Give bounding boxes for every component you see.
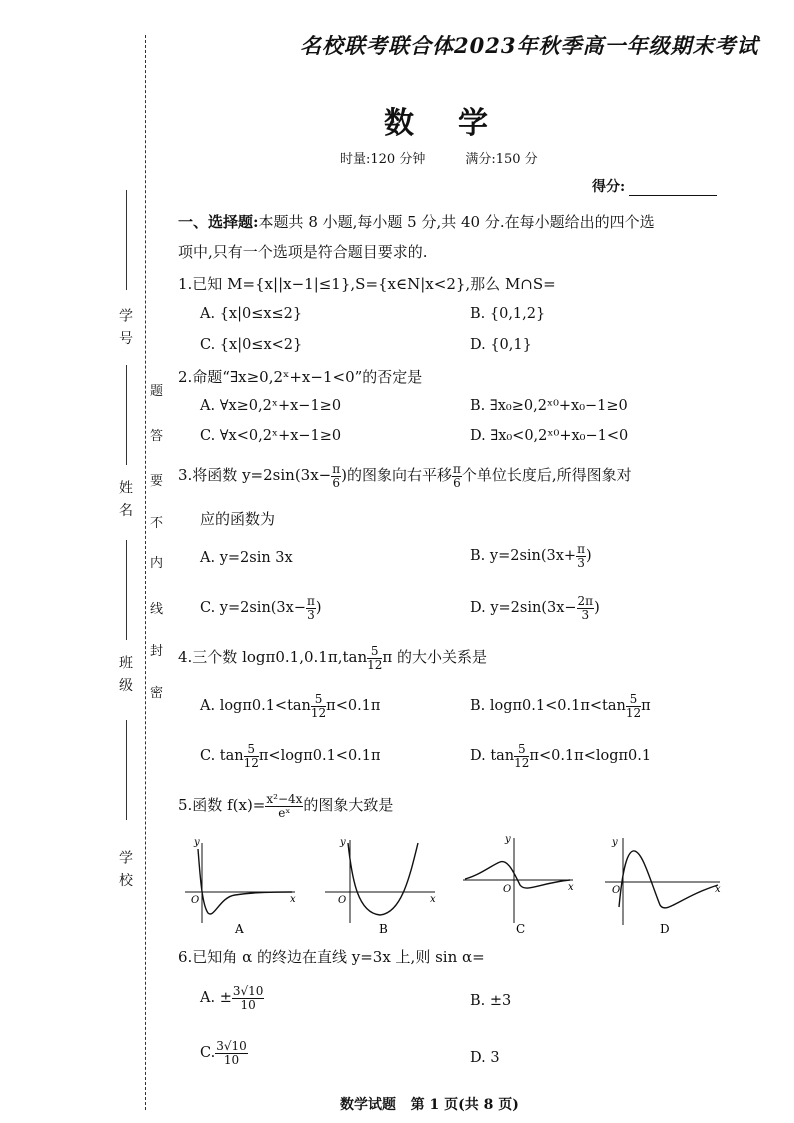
graph-d bbox=[605, 837, 721, 936]
x-label: x bbox=[715, 884, 721, 895]
score-field bbox=[592, 176, 717, 196]
curve bbox=[348, 843, 418, 915]
numerator: 3√10 bbox=[232, 984, 264, 998]
fraction bbox=[576, 543, 586, 569]
numerator: 2π bbox=[577, 594, 594, 608]
school-line bbox=[126, 720, 127, 820]
q4-stem-part: 4.三个数 logπ0.1,0.1π,tan bbox=[178, 648, 368, 667]
seal-char: 答 bbox=[150, 429, 164, 444]
graph-b bbox=[325, 837, 436, 936]
denominator: 3 bbox=[577, 555, 585, 570]
q2-option-d: D. ∃x₀<0,2ˣ⁰+x₀−1<0 bbox=[470, 428, 629, 444]
numerator: π bbox=[453, 462, 461, 476]
graph-label: C bbox=[516, 922, 526, 936]
q3-option-b bbox=[470, 543, 592, 569]
numerator: 3√10 bbox=[216, 1039, 247, 1053]
x-label: x bbox=[568, 882, 574, 893]
fraction bbox=[331, 463, 341, 489]
q1-option-c: C. {x|0≤x<2} bbox=[200, 337, 303, 353]
binding-line bbox=[145, 35, 146, 1110]
y-label: y bbox=[194, 837, 200, 848]
seal-char: 内 bbox=[150, 556, 164, 571]
denominator: 10 bbox=[223, 1052, 240, 1067]
q5-stem-part: 的图象大致是 bbox=[303, 796, 394, 815]
denominator: eˣ bbox=[278, 805, 291, 820]
q3-option-a: A. y=2sin 3x bbox=[200, 550, 293, 566]
origin-label: O bbox=[503, 884, 512, 895]
q6-option-a bbox=[200, 985, 264, 1011]
option-part: π<logπ0.1<0.1π bbox=[258, 748, 381, 765]
q3-option-d bbox=[470, 595, 600, 621]
graph-label: B bbox=[379, 922, 388, 936]
option-part: π bbox=[641, 698, 651, 715]
q6-option-d: D. 3 bbox=[470, 1050, 500, 1066]
q4-option-c bbox=[200, 743, 381, 769]
graph-c bbox=[463, 835, 574, 936]
option-part: B. logπ0.1<0.1π<tan bbox=[470, 698, 626, 715]
option-part: D. y=2sin(3x− bbox=[470, 600, 577, 617]
option-part: ) bbox=[594, 600, 600, 617]
y-label: y bbox=[612, 837, 618, 848]
denominator: 3 bbox=[307, 607, 315, 622]
fraction bbox=[215, 1040, 248, 1066]
name-label: 姓 名 bbox=[117, 480, 133, 519]
q1-stem: 1.已知 M={x||x−1|≤1},S={x∈N|x<2},那么 M∩S= bbox=[178, 275, 556, 293]
q1-option-d: D. {0,1} bbox=[470, 337, 532, 353]
option-part: π<0.1π<logπ0.1 bbox=[529, 748, 652, 765]
seal-char: 密 bbox=[150, 686, 164, 701]
q2-option-a: A. ∀x≥0,2ˣ+x−1≥0 bbox=[200, 398, 342, 414]
q6-option-b: B. ±3 bbox=[470, 993, 512, 1009]
numerator: 5 bbox=[626, 693, 641, 707]
q4-option-b bbox=[470, 693, 651, 719]
exam-title: 名校联考联合体2023年秋季高一年级期末考试 bbox=[300, 33, 759, 58]
seal-char: 题 bbox=[150, 384, 164, 399]
x-label: x bbox=[290, 894, 296, 905]
seal-char: 线 bbox=[150, 602, 164, 617]
option-part: ) bbox=[585, 548, 592, 565]
score-blank bbox=[629, 181, 717, 196]
x-label: x bbox=[430, 894, 436, 905]
curve bbox=[619, 851, 718, 908]
name-line bbox=[126, 365, 127, 465]
q3-stem bbox=[178, 463, 632, 489]
q4-stem-part: π 的大小关系是 bbox=[382, 648, 488, 667]
page-footer: 数学试题 第 1 页(共 8 页) bbox=[340, 1097, 519, 1113]
fraction bbox=[311, 693, 326, 719]
q4-stem bbox=[178, 645, 487, 671]
instructions-line-1: 本题共 8 小题,每小题 5 分,共 40 分.在每小题给出的四个选 bbox=[258, 213, 655, 231]
curve bbox=[198, 849, 292, 914]
q4-option-d bbox=[470, 743, 651, 769]
y-label: y bbox=[505, 835, 511, 845]
school-label: 学 校 bbox=[117, 850, 133, 889]
denominator: 12 bbox=[310, 705, 327, 720]
numerator: π bbox=[332, 462, 341, 476]
option-part: D. tan bbox=[470, 748, 515, 765]
fraction bbox=[244, 743, 259, 769]
graph-label: D bbox=[660, 922, 670, 936]
q3-stem-line2: 应的函数为 bbox=[200, 510, 276, 528]
option-part: B. y=2sin(3x+ bbox=[470, 548, 577, 565]
seal-char: 封 bbox=[150, 644, 164, 659]
q2-option-c: C. ∀x<0,2ˣ+x−1≥0 bbox=[200, 428, 342, 444]
numerator: x²−4x bbox=[266, 792, 303, 806]
class-line bbox=[126, 540, 127, 640]
origin-label: O bbox=[191, 895, 200, 906]
option-part: A. logπ0.1<tan bbox=[200, 698, 311, 715]
q5-stem bbox=[178, 793, 393, 819]
q2-stem: 2.命题“∃x≥0,2ˣ+x−1<0”的否定是 bbox=[178, 368, 423, 386]
denominator: 12 bbox=[367, 657, 383, 672]
numerator: 5 bbox=[311, 693, 326, 707]
numerator: 5 bbox=[367, 645, 382, 659]
denominator: 12 bbox=[243, 755, 259, 770]
fraction bbox=[232, 985, 265, 1011]
q3-stem-part: )的图象向右平移 bbox=[341, 466, 452, 485]
subject-title: 数学 bbox=[384, 106, 532, 141]
denominator: 6 bbox=[453, 475, 461, 490]
option-part: A. ± bbox=[200, 990, 232, 1007]
curve bbox=[465, 862, 570, 888]
score-label: 得分: bbox=[592, 179, 626, 195]
q3-stem-part: 3.将函数 y=2sin(3x− bbox=[178, 466, 332, 485]
q5-graphs bbox=[180, 835, 740, 940]
full-score-label: 满分:150 分 bbox=[465, 152, 538, 167]
option-part: ) bbox=[315, 600, 322, 617]
numerator: π bbox=[577, 542, 585, 556]
fraction bbox=[626, 693, 641, 719]
exam-meta bbox=[340, 148, 538, 167]
option-part: π<0.1π bbox=[326, 698, 381, 715]
q1-option-b: B. {0,1,2} bbox=[470, 306, 546, 322]
time-label: 时量:120 分钟 bbox=[340, 152, 426, 167]
numerator: 5 bbox=[244, 743, 259, 757]
denominator: 6 bbox=[332, 475, 341, 490]
graph-label: A bbox=[235, 922, 244, 936]
student-no-label: 学 号 bbox=[117, 308, 133, 347]
q2-option-b: B. ∃x₀≥0,2ˣ⁰+x₀−1≥0 bbox=[470, 398, 628, 414]
fraction bbox=[514, 743, 529, 769]
fraction bbox=[452, 463, 462, 489]
origin-label: O bbox=[338, 895, 347, 906]
option-part: C. y=2sin(3x− bbox=[200, 600, 306, 617]
section-heading: 一、选择题: bbox=[178, 213, 259, 231]
instructions-line-2: 项中,只有一个选项是符合题目要求的. bbox=[178, 243, 428, 261]
seal-char: 要 bbox=[150, 474, 164, 489]
numerator: π bbox=[307, 594, 315, 608]
q5-stem-part: 5.函数 f(x)= bbox=[178, 796, 266, 815]
fraction bbox=[306, 595, 316, 621]
option-part: C. tan bbox=[200, 748, 244, 765]
fraction bbox=[367, 645, 382, 671]
seal-char: 不 bbox=[150, 516, 164, 531]
q3-stem-part: 个单位长度后,所得图象对 bbox=[461, 466, 632, 485]
denominator: 3 bbox=[581, 607, 590, 622]
q6-stem: 6.已知角 α 的终边在直线 y=3x 上,则 sin α= bbox=[178, 948, 485, 966]
graph-a bbox=[185, 837, 296, 936]
class-label: 班 级 bbox=[117, 655, 133, 694]
q4-option-a bbox=[200, 693, 380, 719]
q6-option-c bbox=[200, 1040, 248, 1066]
q3-option-c bbox=[200, 595, 322, 621]
denominator: 12 bbox=[514, 755, 530, 770]
fraction bbox=[265, 793, 303, 819]
q1-option-a: A. {x|0≤x≤2} bbox=[200, 306, 303, 322]
section-instructions bbox=[178, 213, 655, 232]
y-label: y bbox=[340, 837, 346, 848]
denominator: 10 bbox=[240, 997, 256, 1012]
option-part: C. bbox=[200, 1045, 216, 1062]
origin-label: O bbox=[612, 885, 621, 896]
fraction bbox=[577, 595, 595, 621]
denominator: 12 bbox=[625, 705, 642, 720]
numerator: 5 bbox=[514, 743, 529, 757]
student-no-line bbox=[126, 190, 127, 290]
